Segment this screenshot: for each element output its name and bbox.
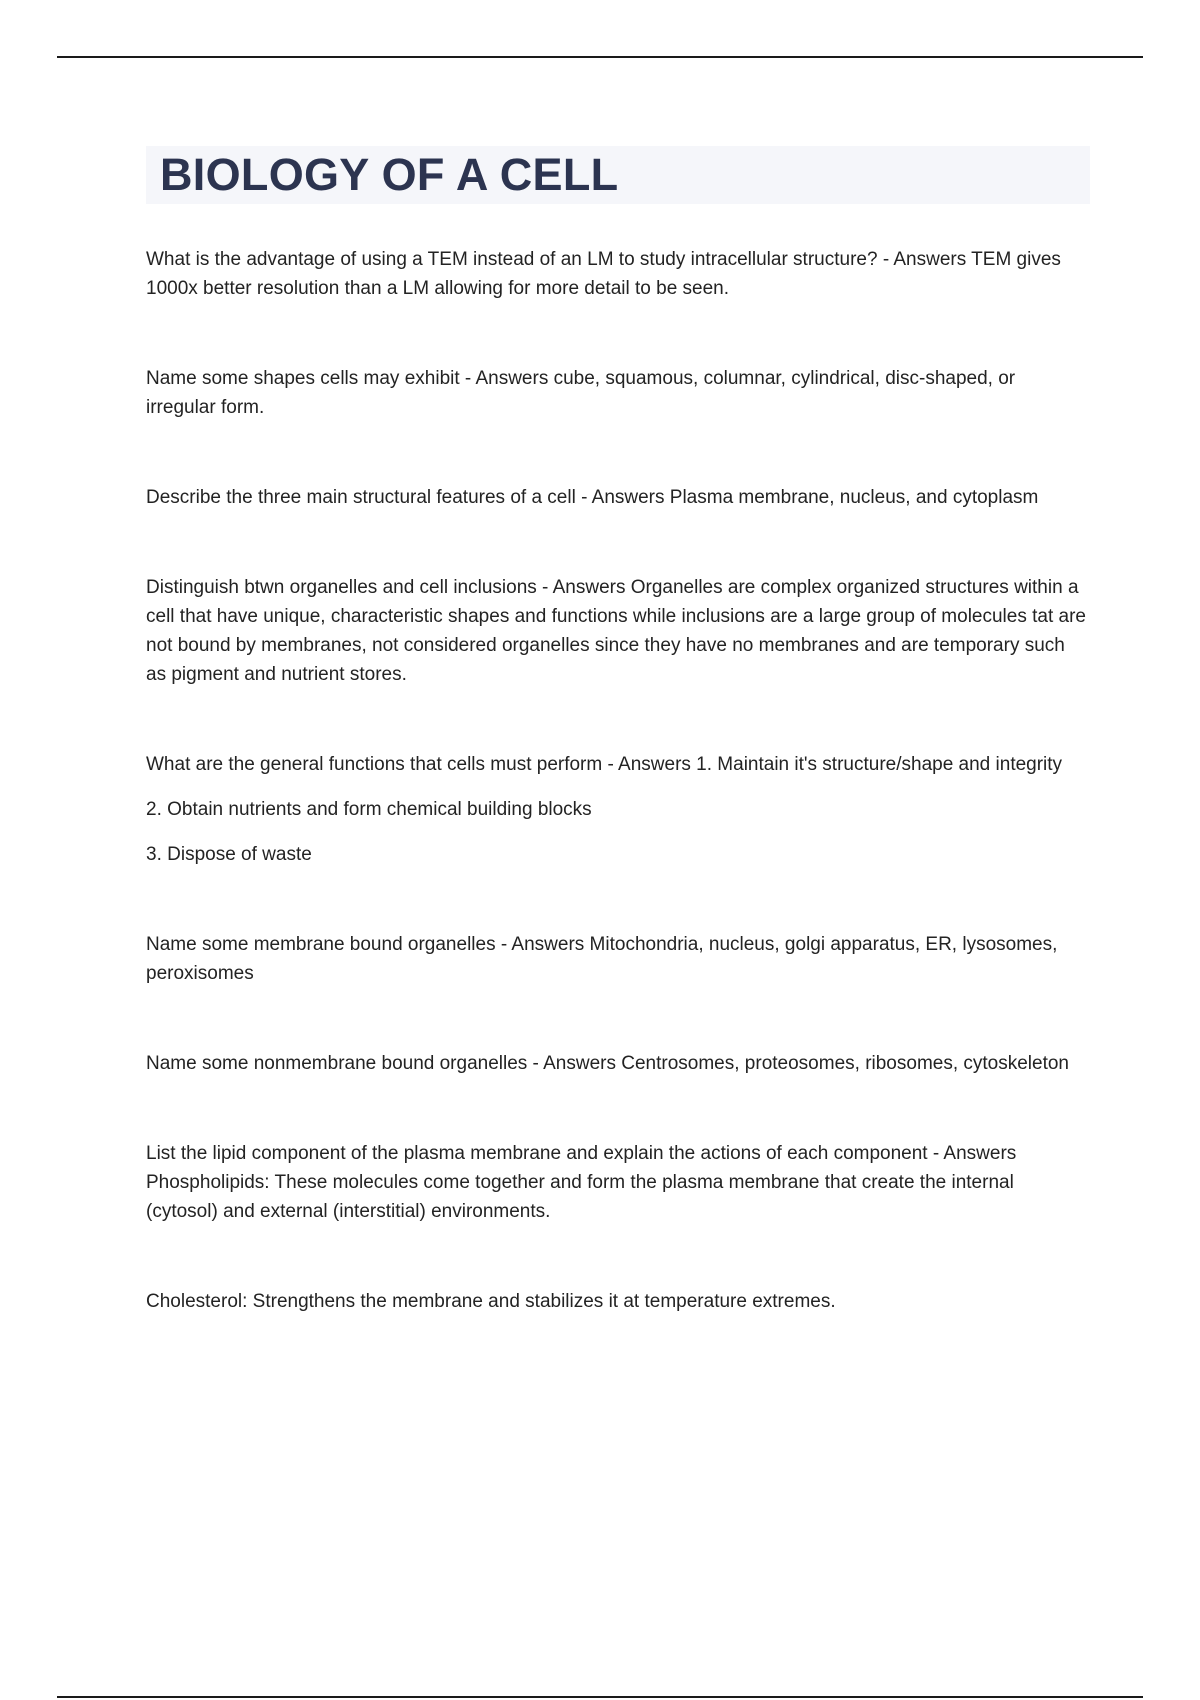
top-rule [57, 56, 1143, 58]
bottom-rule [57, 1696, 1143, 1698]
qa-list [146, 245, 1086, 1316]
qa-entry [146, 1287, 1086, 1316]
qa-text: Distinguish btwn organelles and cell inclusions - Answers Organelles are complex organized structures within a cell that have unique, characteristic shapes and functions while inclusions are a large group of molecules tat are not bound by membranes, not considered organelles since they have no membranes and are temporary such as pigment and nutrient stores. [146, 577, 1086, 685]
qa-text: Name some membrane bound organelles - Answers Mitochondria, nucleus, golgi apparatus, ER, lysosomes, peroxisomes [146, 934, 1058, 984]
qa-entry [146, 750, 1086, 869]
qa-text: Describe the three main structural features of a cell - Answers Plasma membrane, nucleus, and cytoplasm [146, 487, 1039, 508]
qa-text: 2. Obtain nutrients and form chemical building blocks [146, 799, 592, 820]
qa-text: Name some shapes cells may exhibit - Answers cube, squamous, columnar, cylindrical, disc-shaped, or irregular form. [146, 368, 1016, 418]
qa-entry [146, 930, 1086, 988]
qa-text: Name some nonmembrane bound organelles - Answers Centrosomes, proteosomes, ribosomes, cytoskeleton [146, 1053, 1070, 1074]
qa-text: List the lipid component of the plasma membrane and explain the actions of each component - Answers Phospholipids: These molecules come together and form the plasma membrane that create the internal (cytosol) and external (interstitial) environments. [146, 1143, 1017, 1222]
qa-entry [146, 1139, 1086, 1226]
document-title: BIOLOGY OF A CELL [160, 149, 619, 200]
qa-entry [146, 245, 1086, 303]
qa-text: Cholesterol: Strengthens the membrane and stabilizes it at temperature extremes. [146, 1291, 836, 1312]
qa-entry [146, 573, 1086, 689]
qa-entry [146, 483, 1086, 512]
qa-entry [146, 1049, 1086, 1078]
qa-text: 3. Dispose of waste [146, 844, 312, 865]
qa-text: What is the advantage of using a TEM instead of an LM to study intracellular structure? - Answers TEM gives 1000x better resolution than a LM allowing for more detail to be seen. [146, 249, 1061, 299]
qa-text: What are the general functions that cells must perform - Answers 1. Maintain it's structure/shape and integrity [146, 754, 1063, 775]
qa-entry [146, 364, 1086, 422]
